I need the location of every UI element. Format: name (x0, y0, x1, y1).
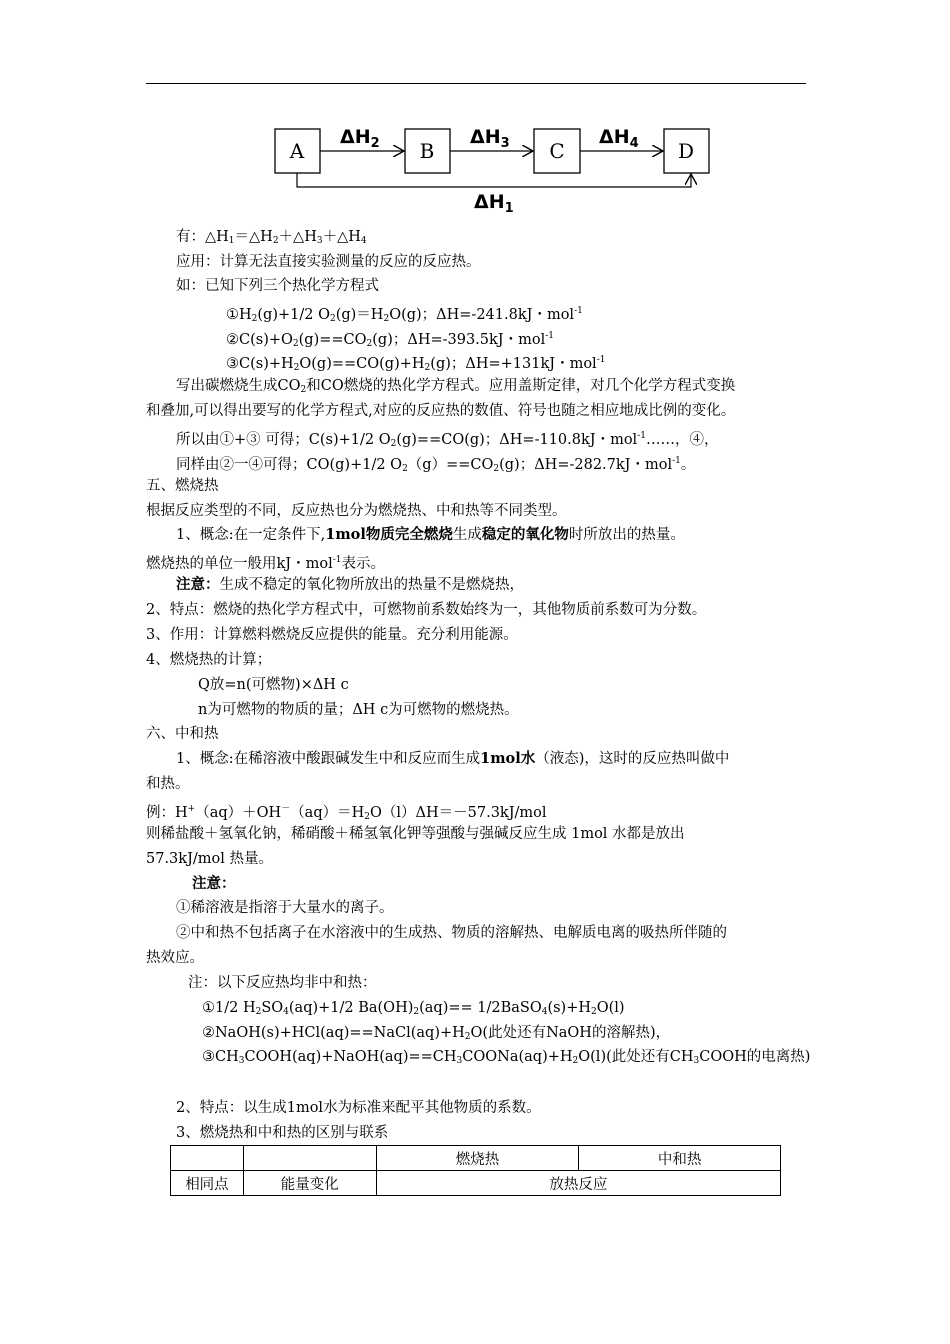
table-row (171, 1171, 781, 1196)
label-dh4: $\Delta H_4$ (599, 126, 639, 151)
section-heading-5: 五、燃烧热 (146, 478, 219, 494)
exception-heading: 注：以下反应热均非中和热： (188, 975, 377, 991)
label-dh1: $\Delta H_1$ (474, 191, 514, 216)
note-item-1: ①稀溶液是指溶于大量水的离子。 (176, 900, 394, 916)
application-line: 应用：计算无法直接实验测量的反应的反应热。 (176, 254, 481, 270)
table-cell (243, 1146, 376, 1171)
arrow-a-d (297, 173, 691, 187)
table-cell: 相同点 (171, 1171, 244, 1196)
exception-2: $②NaOH(s)+HCl(aq)==NaCl(aq)+H_2O$(此处还有NaOH的溶解热)， (202, 1025, 671, 1042)
paragraph-line: 57.3kJ/mol 热量。 (146, 851, 273, 867)
note-item-2: ②中和热不包括离子在水溶液中的生成热、物质的溶解热、电解质电离的吸热所伴随的 (176, 925, 727, 941)
formula-line: Q放=n(可燃物)×ΔH c (198, 677, 349, 693)
comparison-heading: 3、燃烧热和中和热的区别与联系 (176, 1125, 389, 1141)
concept-line: 1、概念:在稀溶液中酸跟碱发生中和反应而生成1mol水（液态)，这时的反应热叫做中 (176, 750, 730, 767)
section-heading-6: 六、中和热 (146, 726, 219, 742)
derived-equation-4: 所以由①+③ 可得；C(s)+1/2 $O_2(g)==CO(g)$；ΔH=-110.8kJ・mol$^{-1}$……，④， (176, 431, 719, 449)
hess-sum-line: 有：$\triangle H_1=\triangle H_2+\triangle H_3+\triangle H_4$ (176, 229, 367, 246)
exception-1: ①1/2 $H_2SO_4(aq)+1/2$ $Ba(OH)_2(aq)==$ $1/2BaSO_4(s)+H_2O(l)$ (202, 1000, 625, 1017)
paragraph-line: 和热。 (146, 776, 190, 792)
feature-line: 2、特点：燃烧的热化学方程式中，可燃物前系数始终为一，其他物质前系数可为分数。 (146, 602, 707, 618)
note-line: 注意：生成不稳定的氧化物所放出的热量不是燃烧热， (176, 576, 524, 593)
hess-law-diagram (262, 118, 722, 218)
comparison-table (170, 1145, 781, 1196)
calculation-heading: 4、燃烧热的计算； (146, 652, 272, 668)
equation-2: $②C(s)+O_2(g)==CO_2(g)$；ΔH=-393.5kJ・mol$^{-1}$ (226, 331, 555, 349)
header-rule (146, 83, 806, 84)
paragraph-line: 根据反应类型的不同，反应热也分为燃烧热、中和热等不同类型。 (146, 503, 567, 519)
table-cell: 能量变化 (243, 1171, 376, 1196)
node-b-label: B (419, 139, 435, 163)
table-cell: 中和热 (579, 1146, 781, 1171)
table-cell (171, 1146, 244, 1171)
node-a-label: A (289, 139, 305, 163)
table-cell: 放热反应 (376, 1171, 780, 1196)
derived-equation-5: 同样由②一④可得；CO(g)+1/2 $O_2(g)==CO_2(g)$；ΔH=-282.7kJ・mol$^{-1}$。 (176, 456, 696, 474)
paragraph-line: 热效应。 (146, 950, 204, 966)
label-dh3: $\Delta H_3$ (470, 126, 510, 151)
paragraph-line: 和叠加,可以得出要写的化学方程式,对应的反应热的数值、符号也随之相应地成比例的变化。 (146, 403, 736, 419)
paragraph-line: 则稀盐酸＋氢氧化钠，稀硝酸＋稀氢氧化钾等强酸与强碱反应生成 1mol 水都是放出 (146, 826, 685, 842)
formula-explanation: n为可燃物的物质的量；ΔH c为可燃物的燃烧热。 (198, 702, 519, 718)
function-line: 3、作用：计算燃料燃烧反应提供的能量。充分利用能源。 (146, 627, 518, 643)
concept-line: 1、概念:在一定条件下,1mol物质完全燃烧生成稳定的氧化物时所放出的热量。 (176, 526, 685, 543)
note-heading: 注意： (192, 875, 236, 892)
equation-3: $③C(s)+H_2O(g)==CO(g)+H_2(g)$；ΔH=+131kJ・mol$^{-1}$ (226, 355, 606, 373)
node-c-label: C (549, 139, 565, 163)
paragraph-line: 写出碳燃烧生成$CO_2$和CO燃烧的热化学方程式。应用盖斯定律，对几个化学方程式变换 (176, 378, 736, 395)
equation-1: $①H_2(g)+1/2$ $O_2(g)=H_2O(g)$；ΔH=-241.8kJ・mol$^{-1}$ (226, 306, 583, 324)
table-cell: 燃烧热 (376, 1146, 579, 1171)
exception-3: $③CH_3COOH(aq)+NaOH(aq)==CH_3COONa(aq)+H_2O(l)$(此处还有$CH_3COOH$的电离热) (202, 1049, 811, 1066)
example-intro: 如：已知下列三个热化学方程式 (176, 278, 379, 294)
node-d-label: D (677, 139, 695, 163)
neutralization-feature: 2、特点：以生成1mol水为标准来配平其他物质的系数。 (176, 1100, 541, 1116)
example-equation: 例：$H^+(aq)+OH^-(aq)=H_2O(l)\Delta H=-57.3kJ$/mol (146, 804, 547, 822)
unit-line: 燃烧热的单位一般用kJ・mol$^{-1}$表示。 (146, 555, 385, 572)
label-dh2: $\Delta H_2$ (340, 126, 380, 151)
table-header-row (171, 1146, 781, 1171)
